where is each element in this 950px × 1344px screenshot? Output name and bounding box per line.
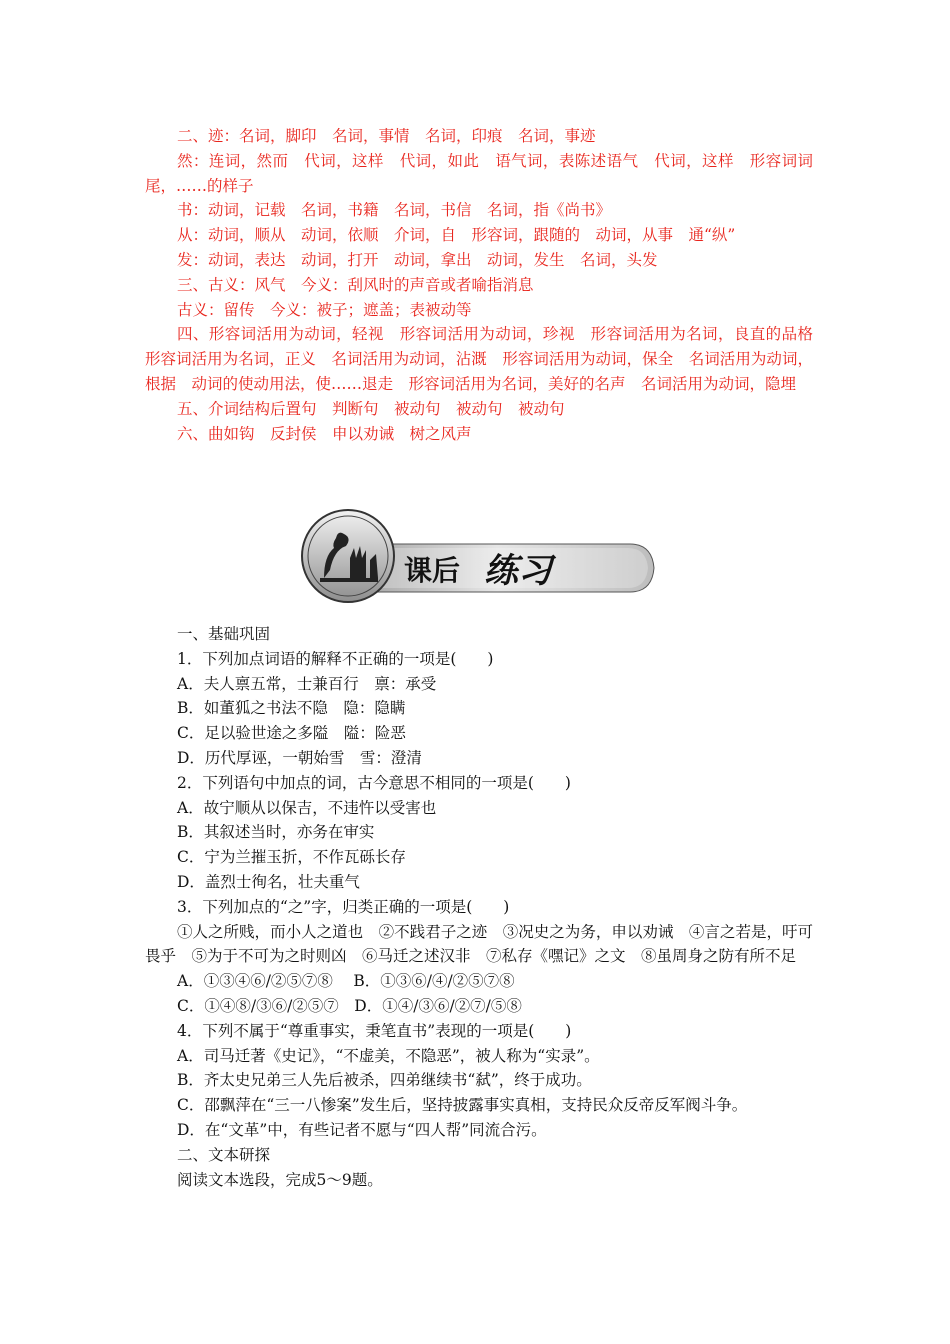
answer-line: 发：动词，表达 动词，打开 动词，拿出 动词，发生 名词，头发 bbox=[177, 250, 658, 269]
option: B．其叙述当时，亦务在审实 bbox=[177, 823, 375, 842]
question-2: 2．下列语句中加点的词，古今意思不相同的一项是( ) bbox=[177, 773, 571, 792]
option: C．①④⑧/③⑥/②⑤⑦ D．①④/③⑥/②⑦/⑤⑧ bbox=[177, 996, 522, 1015]
answer-line: 然：连词，然而 代词，这样 代词，如此 语气词，表陈述语气 代词，这样 形容词词尾，……的样子 bbox=[145, 151, 813, 195]
answer-line: 书：动词，记载 名词，书籍 名词，书信 名词，指《尚书》 bbox=[177, 201, 612, 220]
answer-line: 六、曲如钩 反封侯 申以劝诫 树之风声 bbox=[177, 424, 472, 443]
answer-line: 四、形容词活用为动词，轻视 形容词活用为动词，珍视 形容词活用为名词，良直的品格 形容词活用为名词，正义 名词活用为动词，沾溉 形容词活用为动词，保全 名词活用为动词，根据 动词的使动用法，使……退走 形容词活用为名词，美好的名声 名词活用为动词，隐埋 bbox=[145, 325, 829, 393]
section-heading: 一、基础巩固 bbox=[177, 625, 271, 643]
section-banner bbox=[300, 508, 660, 604]
option: D．盖烈士徇名，壮夫重气 bbox=[177, 872, 360, 891]
answer-line: 三、古义：风气 今义：刮风时的声音或者喻指消息 bbox=[177, 275, 534, 294]
banner-title-1: 课后 bbox=[404, 554, 461, 587]
answer-section bbox=[145, 124, 829, 446]
instruction: 阅读文本选段，完成5～9题。 bbox=[177, 1170, 383, 1189]
option: D．历代厚诬，一朝始雪 雪：澄清 bbox=[177, 748, 422, 767]
option: A．①③④⑥/②⑤⑦⑧ B．①③⑥/④/②⑤⑦⑧ bbox=[177, 972, 515, 991]
option: A．司马迁著《史记》，“不虚美，不隐恶”，被人称为“实录”。 bbox=[177, 1046, 600, 1065]
question-3-body: ①人之所贱，而小人之道也 ②不践君子之迹 ③况史之为务，申以劝诫 ④言之若是，吁可畏乎 ⑤为于不可为之时则凶 ⑥马迁之述汉非 ⑦私存《嘿记》之文 ⑧虽周身之防有所不足 bbox=[145, 922, 813, 966]
emblem-icon bbox=[302, 510, 394, 602]
option: B．如董狐之书法不隐 隐：隐瞒 bbox=[177, 699, 406, 718]
option: C．足以验世途之多隘 隘：险恶 bbox=[177, 724, 406, 743]
answer-line: 古义：留传 今义：被子；遮盖；表被动等 bbox=[177, 300, 472, 319]
option: C．邵飘萍在“三一八惨案”发生后，坚持披露事实真相，支持民众反帝反军阀斗争。 bbox=[177, 1096, 748, 1115]
option: B．齐太史兄弟三人先后被杀，四弟继续书“弑”，终于成功。 bbox=[177, 1071, 592, 1090]
option: C．宁为兰摧玉折，不作瓦砾长存 bbox=[177, 848, 406, 867]
answer-line: 五、介词结构后置句 判断句 被动句 被动句 被动句 bbox=[177, 399, 565, 418]
section-heading: 二、文本研探 bbox=[177, 1145, 271, 1164]
exercise-section bbox=[145, 622, 813, 1192]
question-3: 3．下列加点的“之”字，归类正确的一项是( ) bbox=[177, 897, 510, 916]
answer-line: 二、迹：名词，脚印 名词，事情 名词，印痕 名词，事迹 bbox=[177, 127, 596, 145]
option: A．故宁顺从以保吉，不违忤以受害也 bbox=[177, 798, 437, 817]
banner-graphic bbox=[300, 508, 660, 604]
answer-line: 从：动词，顺从 动词，依顺 介词，自 形容词，跟随的 动词，从事 通“纵” bbox=[177, 226, 736, 245]
question-4: 4．下列不属于“尊重事实，秉笔直书”表现的一项是( ) bbox=[177, 1021, 572, 1040]
question-1: 1．下列加点词语的解释不正确的一项是( ) bbox=[177, 649, 494, 668]
option: D．在“文革”中，有些记者不愿与“四人帮”同流合污。 bbox=[177, 1120, 547, 1139]
banner-title-2: 练习 bbox=[484, 551, 552, 591]
option: A．夫人禀五常，士兼百行 禀：承受 bbox=[177, 674, 437, 693]
